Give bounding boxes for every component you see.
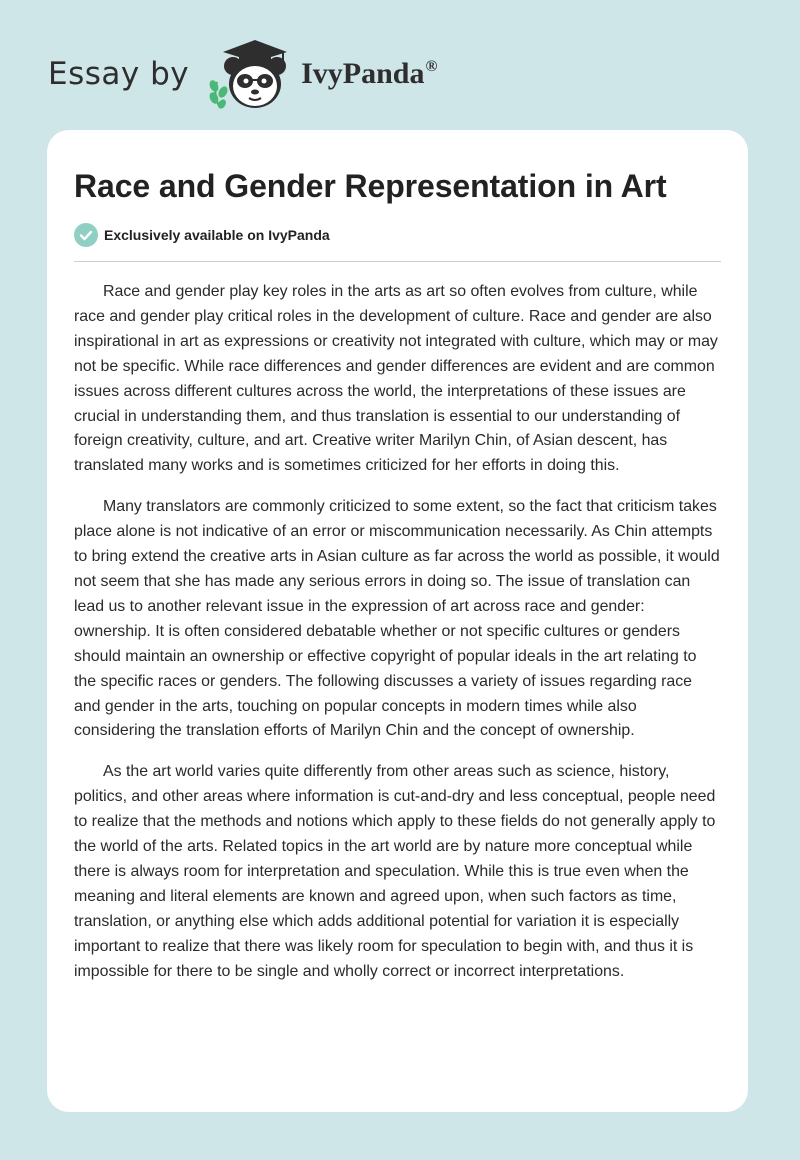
trademark-symbol: ® [425, 58, 438, 75]
brand-name[interactable] [301, 57, 437, 91]
paragraph: Race and gender play key roles in the arts as art so often evolves from culture, while race and gender play critical roles in the development of culture. Race and gender are also inspirational in art as expressions or creativity not integrated with culture, which may or may not be specific. While race differences and gender differences are evident and are common issues across different cultures across the world, the interpretations of these issues are crucial in understanding them, and thus translation is essential to our understanding of foreign creativity, culture, and art. Creative writer Marilyn Chin, of Asian descent, has translated many works and is sometimes criticized for her efforts in doing this. [74, 283, 718, 475]
divider [74, 261, 721, 262]
brand-label[interactable]: IvyPanda [301, 57, 425, 90]
exclusive-badge-label: Exclusively available on IvyPanda [104, 227, 330, 243]
essay-body [74, 280, 721, 984]
paragraph: Many translators are commonly criticized to some extent, so the fact that criticism takes place alone is not indicative of an error or miscommunication necessarily. As Chin attempts to bring extend the creative arts in Asian culture as far across the world as possible, it would not seem that she has made any serious errors in doing so. The issue of translation can lead us to another relevant issue in the expression of art across race and gender: ownership. It is often considered debatable whether or not specific cultures or genders should maintain an ownership or effective copyright of popular ideals in the art relating to the specific races or genders. The following discusses a variety of issues regarding race and gender in the arts, touching on popular concepts in modern times while also considering the translation efforts of Marilyn Chin and the concept of ownership. [74, 498, 720, 740]
site-header [48, 34, 437, 114]
panda-logo-icon[interactable] [203, 36, 295, 112]
check-circle-icon [74, 223, 98, 247]
page-title: Race and Gender Representation in Art [74, 168, 667, 204]
paragraph: As the art world varies quite differently from other areas such as science, history, politics, and other areas where information is cut-and-dry and less conceptual, people need to realize that the methods and notions which apply to these fields do not generally apply to the world of the arts. Related topics in the art world are by nature more conceptual while there is always room for interpretation and speculation. While this is true even when the meaning and literal elements are known and agreed upon, when such factors as time, translation, or anything else which adds additional potential for variation it is especially important to realize that there was likely room for speculation to begin with, and thus it is impossible for there to be single and wholly correct or incorrect interpretations. [74, 763, 716, 980]
exclusive-badge [74, 223, 721, 247]
essay-card [47, 130, 748, 1112]
essay-by-label: Essay by [48, 56, 190, 92]
